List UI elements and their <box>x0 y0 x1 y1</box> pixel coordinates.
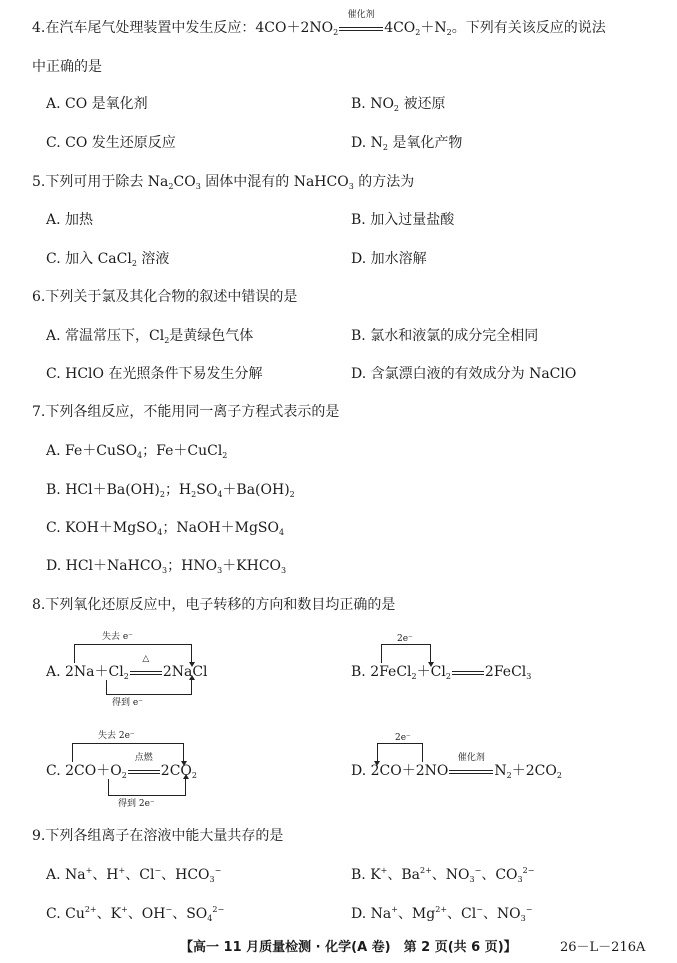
q4-stem: 4.在汽车尾气处理装置中发生反应：$4CO+2NO_2$ 催化剂 $4CO_2+N_2$。下列有关该反应的说法 <box>32 10 606 37</box>
footer-code: 26－L－216A <box>560 940 646 955</box>
q7-option-d: D. HCl＋NaHCO$_3$；$HNO_3+KHCO_3$ <box>46 558 287 575</box>
q9-option-b: B. K+、$Ba^{2+}$、$NO_3^-$、$CO_3^{2-}$ <box>351 866 535 884</box>
q8d-electron-label: 2e⁻ <box>395 733 411 743</box>
q8c-gain-label: 得到 2e⁻ <box>118 799 155 809</box>
q4-option-d: D. $N_2$ 是氧化产物 <box>351 135 463 152</box>
q4-stem-line2: 中正确的是 <box>32 59 102 75</box>
q8c-bottom-bracket <box>108 779 186 796</box>
q8-stem: 8.下列氧化还原反应中，电子转移的方向和数目均正确的是 <box>32 597 396 613</box>
footer-title: 【高一 11 月质量检测 · 化学(A 卷) 第 2 页(共 6 页)】 <box>180 940 517 955</box>
q8a-lose-label: 失去 e⁻ <box>102 632 133 642</box>
q9-option-c: C. $Cu^{2+}$、K+、OH−、$SO_4^{2-}$ <box>46 905 225 923</box>
q9-option-d: D. Na+、$Mg^{2+}$、Cl−、$NO_3^-$ <box>351 905 533 923</box>
q8-option-b <box>351 632 591 692</box>
q8a-gain-label: 得到 e⁻ <box>112 698 143 708</box>
q8d-equation: D. 2CO＋2NO 催化剂 $N_2+2CO_2$ <box>351 753 562 780</box>
catalyst-equals-sign: 催化剂 <box>339 21 383 35</box>
heat-equals-sign: △ <box>130 665 162 679</box>
q8c-lose-label: 失去 2e⁻ <box>98 731 135 741</box>
q8a-bottom-bracket <box>106 680 192 695</box>
q9-stem: 9.下列各组离子在溶液中能大量共存的是 <box>32 828 284 844</box>
q8c-equation: C. $2CO+O_2$ 点燃 $2CO_2$ <box>46 753 197 780</box>
q7-option-c: C. KOH＋MgSO$_4$；NaOH＋MgSO$_4$ <box>46 520 285 537</box>
q8b-top-bracket <box>381 644 431 663</box>
q4-option-c: C. CO 发生还原反应 <box>46 135 176 151</box>
ignite-equals-sign: 点燃 <box>128 764 160 778</box>
q5-stem: 5.下列可用于除去 $Na_2CO_3$ 固体中混有的 NaHCO$_3$ 的方法为 <box>32 174 415 191</box>
q4-option-a: A. CO 是氧化剂 <box>46 96 148 112</box>
q8-option-a <box>46 632 246 712</box>
q6-stem: 6.下列关于氯及其化合物的叙述中错误的是 <box>32 289 298 305</box>
q6-option-b: B. 氯水和液氯的成分完全相同 <box>351 328 539 344</box>
q5-option-c: C. 加入 CaCl$_2$ 溶液 <box>46 251 170 268</box>
q8b-equation: B. $2FeCl_2+Cl_2$ 2FeCl$_3$ <box>351 664 532 681</box>
q7-stem: 7.下列各组反应，不能用同一离子方程式表示的是 <box>32 404 340 420</box>
q5-option-a: A. 加热 <box>46 212 94 228</box>
q5-option-b: B. 加入过量盐酸 <box>351 212 455 228</box>
q8d-top-bracket <box>377 743 423 762</box>
q8a-equation: A. $2Na+Cl_2$ △ 2NaCl <box>46 654 208 681</box>
q8b-electron-label: 2e⁻ <box>397 634 413 644</box>
q7-option-a: A. Fe＋CuSO$_4$；Fe＋CuCl$_2$ <box>46 443 228 460</box>
q5-option-d: D. 加水溶解 <box>351 251 427 267</box>
q4-option-b: B. $NO_2$ 被还原 <box>351 96 446 113</box>
q8-option-d <box>351 731 611 791</box>
q7-option-b: B. $HCl+Ba(OH)_2$；$H_2SO_4+Ba(OH)_2$ <box>46 482 295 499</box>
q8-option-c <box>46 731 246 811</box>
q9-option-a: A. Na+、H+、Cl−、$HCO_3^-$ <box>46 866 222 884</box>
catalyst-equals-sign-d: 催化剂 <box>449 764 493 778</box>
q6-option-d: D. 含氯漂白液的有效成分为 NaClO <box>351 366 577 382</box>
q6-option-c: C. HClO 在光照条件下易发生分解 <box>46 366 263 382</box>
q6-option-a: A. 常温常压下，$Cl_2$是黄绿色气体 <box>46 328 254 345</box>
